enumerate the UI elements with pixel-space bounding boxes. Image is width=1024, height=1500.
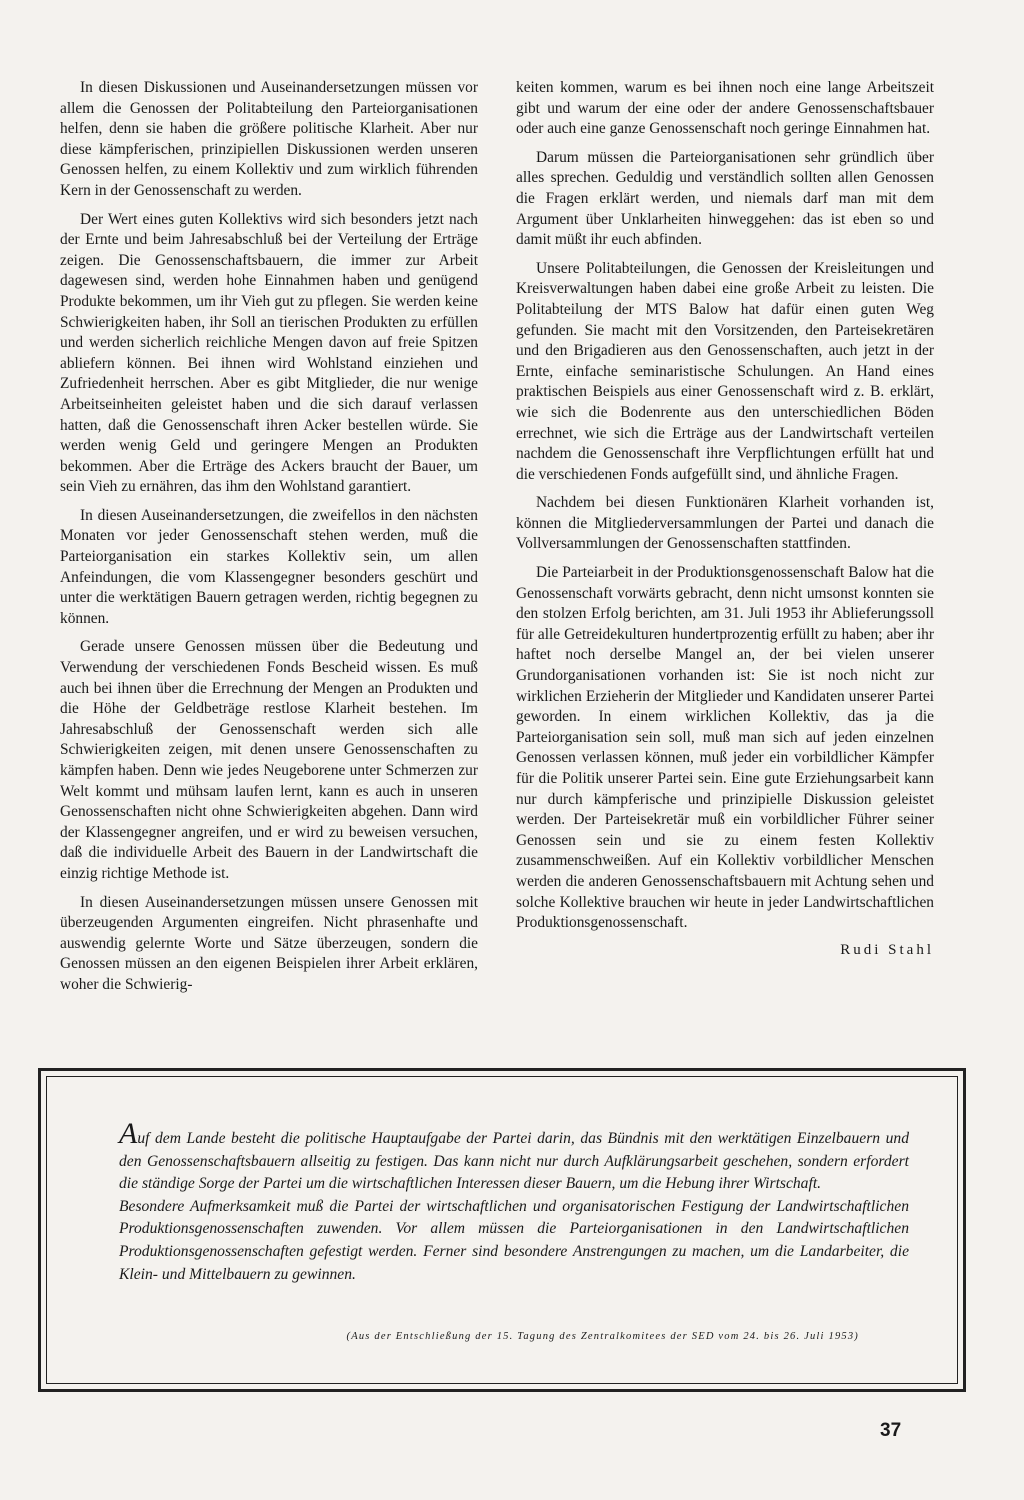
paragraph: Unsere Politabteilungen, die Genossen der Kreisleitungen und Kreisverwaltungen haben dabei eine große Arbeit zu leisten. Die Politabteilung der MTS Balow hat dafür einen guten Weg gefunden. Sie macht mit den Vorsitzenden, den Parteisekretären und den Brigadieren aus den Genossenschaften, auch jetzt in der Ernte, einfache seminaristische Schulungen. An Hand eines praktischen Beispiels aus einer Genossenschaft wird z. B. erklärt, wie sich die Bodenrente aus den unterschiedlichen Böden errechnet, wie sich die Erträge aus der Landwirtschaft verteilen nachdem die Genossenschaft ihre Verpflichtungen erfüllt hat und die verschiedenen Fonds aufgefüllt sind, und ähnliche Fragen. [516,259,934,483]
paragraph: Nachdem bei diesen Funktionären Klarheit vorhanden ist, können die Mitgliederversammlungen der Partei und danach die Vollversammlungen der Genossenschaften stattfinden. [516,494,934,553]
quote-dropcap: A [119,1117,138,1150]
paragraph: Die Parteiarbeit in der Produktionsgenossenschaft Balow hat die Genossenschaft vorwärts gebracht, denn nicht umsonst konnten sie den stolzen Erfolg berichten, am 31. Juli 1953 ihr Ablieferungssoll für alle Getreidekulturen hundertprozentig erfüllt zu haben; aber ihr haftet noch derselbe Mangel an, der bei vielen unserer Grundorganisationen vorhanden ist: Sie ist noch nicht zur wirklichen Erzieherin der Mitglieder und Kandidaten unserer Partei geworden. In einem wirklichen Kollektiv, das ja die Parteiorganisation sein soll, muß man sich auf jeden einzelnen Genossen verlassen können, muß jeder ein vorbildlicher Kämpfer für die Politik unserer Partei sein. Eine gute Erziehungsarbeit kann nur durch kämpferische und prinzipielle Diskussion geleistet werden. Der Parteisekretär muß ein vorbildlicher Führer seiner Genossen sein und sie zu einem festen Kollektiv zusammenschweißen. Auf ein Kollektiv vorbildlicher Menschen werden die anderen Genossenschaftsbauern mit Achtung sehen und solche Kollektive brauchen wir heute in jeder Landwirtschaftlichen Produktionsgenossenschaft. [516,564,934,932]
author-signature: Rudi Stahl [840,941,934,958]
paragraph: Gerade unsere Genossen müssen über die Bedeutung und Verwendung der verschiedenen Fonds Bescheid wissen. Es muß auch bei ihnen über die Errechnung der Mengen an Produkten und die Höhe der Geldbeträge restlose Klarheit bestehen. Im Jahresabschluß der Genossenschaft werden sich alle Schwierigkeiten zeigen, mit denen unsere Genossenschaften zu kämpfen haben. Denn wie jedes Neugeborene unter Schmerzen zur Welt kommt und mühsam laufen lernt, kann es auch in unseren Genossenschaften nicht ohne Schwierigkeiten abgehen. Dann wird der Klassengegner angreifen, und er wird zu beweisen versuchen, daß die individuelle Arbeit des Bauern in der Landwirtschaft die einzig richtige Methode ist. [60,638,478,882]
left-column [60,78,478,1004]
quote-paragraph-1 [119,1117,909,1196]
paragraph: In diesen Auseinandersetzungen müssen unsere Genossen mit überzeugenden Argumenten eingreifen. Nicht phrasenhafte und auswendig gelernte Worte und Sätze überzeugen, sondern die Genossen müssen an den eigenen Beispielen ihrer Arbeit erklären, woher die Schwierig- [60,893,478,993]
quote-paragraph-2: Besondere Aufmerksamkeit muß die Partei der wirtschaftlichen und organisatorischen Festigung der Landwirtschaftlichen Produktionsgenossenschaften zuwenden. Vor allem müssen die Parteiorganisationen in den Landwirtschaftlichen Produktionsgenossenschaften gefestigt werden. Ferner sind besondere Anstrengungen zu machen, um die Landarbeiter, die Klein- und Mittelbauern zu gewinnen. [119,1197,909,1283]
paragraph: In diesen Auseinandersetzungen, die zweifellos in den nächsten Monaten vor jeder Genossenschaft stehen werden, muß die Parteiorganisation ein starkes Kollektiv sein, um allen Anfeindungen, die vom Klassengegner besonders geschürt und unter die werktätigen Bauern getragen werden, richtig begegnen zu können. [60,506,478,627]
page-number: 37 [880,1420,902,1441]
quote-box [38,1068,966,1392]
paragraph: Darum müssen die Parteiorganisationen sehr gründlich über alles sprechen. Geduldig und verständlich sollten allen Genossen die Fragen erklärt werden, und niemals darf man mit dem Argument über Unklarheiten hinweggehen: das ist eben so und damit müßt ihr euch abfinden. [516,148,934,249]
right-column [516,78,934,1004]
quote-source: (Aus der Entschließung der 15. Tagung des Zentralkomitees der SED vom 24. bis 26. Juli 1953) [346,1331,859,1342]
paragraph: In diesen Diskussionen und Auseinandersetzungen müssen vor allem die Genossen der Politabteilung den Parteiorganisationen helfen, denn sie haben die größere politische Klarheit. Aber nur diese kämpferischen, prinzipiellen Diskussionen werden unseren Genossen helfen, zu einem Kollektiv und zum wirklich führenden Kern in der Genossenschaft zu werden. [60,79,478,199]
quote-paragraph-1-text: uf dem Lande besteht die politische Hauptaufgabe der Partei darin, das Bündnis mit den werktätigen Einzelbauern und den Genossenschaftsbauern allseitig zu festigen. Das kann nicht nur durch Aufklärungsarbeit geschehen, sondern erfordert die ständige Sorge der Partei um die wirtschaftlichen Interessen dieser Bauern, um die Hebung ihrer Wirtschaft. [119,1130,909,1193]
quote-text [119,1117,909,1286]
paragraph-continuation: keiten kommen, warum es bei ihnen noch eine lange Arbeitszeit gibt und warum der eine oder der andere Genossenschaftsbauer oder auch eine ganze Genossenschaft noch geringe Einnahmen hat. [516,79,934,138]
paragraph: Der Wert eines guten Kollektivs wird sich besonders jetzt nach der Ernte und beim Jahresabschluß bei der Verteilung der Erträge zeigen. Die Genossenschaftsbauern, die immer zur Arbeit dagewesen sind, werden hohe Einnahmen haben und genügend Produkte bekommen, um ihr Vieh gut zu pflegen. Sie werden keine Schwierigkeiten haben, ihr Soll an tierischen Produkten zu erfüllen und werden sicherlich reichliche Mengen davon auf freie Spitzen abliefern können. Bei ihnen wird Wohlstand einziehen und Zufriedenheit herrschen. Aber es gibt Mitglieder, die nur wenige Arbeitseinheiten geleistet haben und die sich darauf verlassen hatten, daß die Genossenschaft ihren Acker bestellen würde. Sie werden wenig Geld und geringere Mengen an Produkten bekommen. Aber die Erträge des Ackers braucht der Bauer, um sein Vieh zu ernähren, das ihm den Wohlstand garantiert. [60,210,478,496]
article-columns [60,78,934,1004]
